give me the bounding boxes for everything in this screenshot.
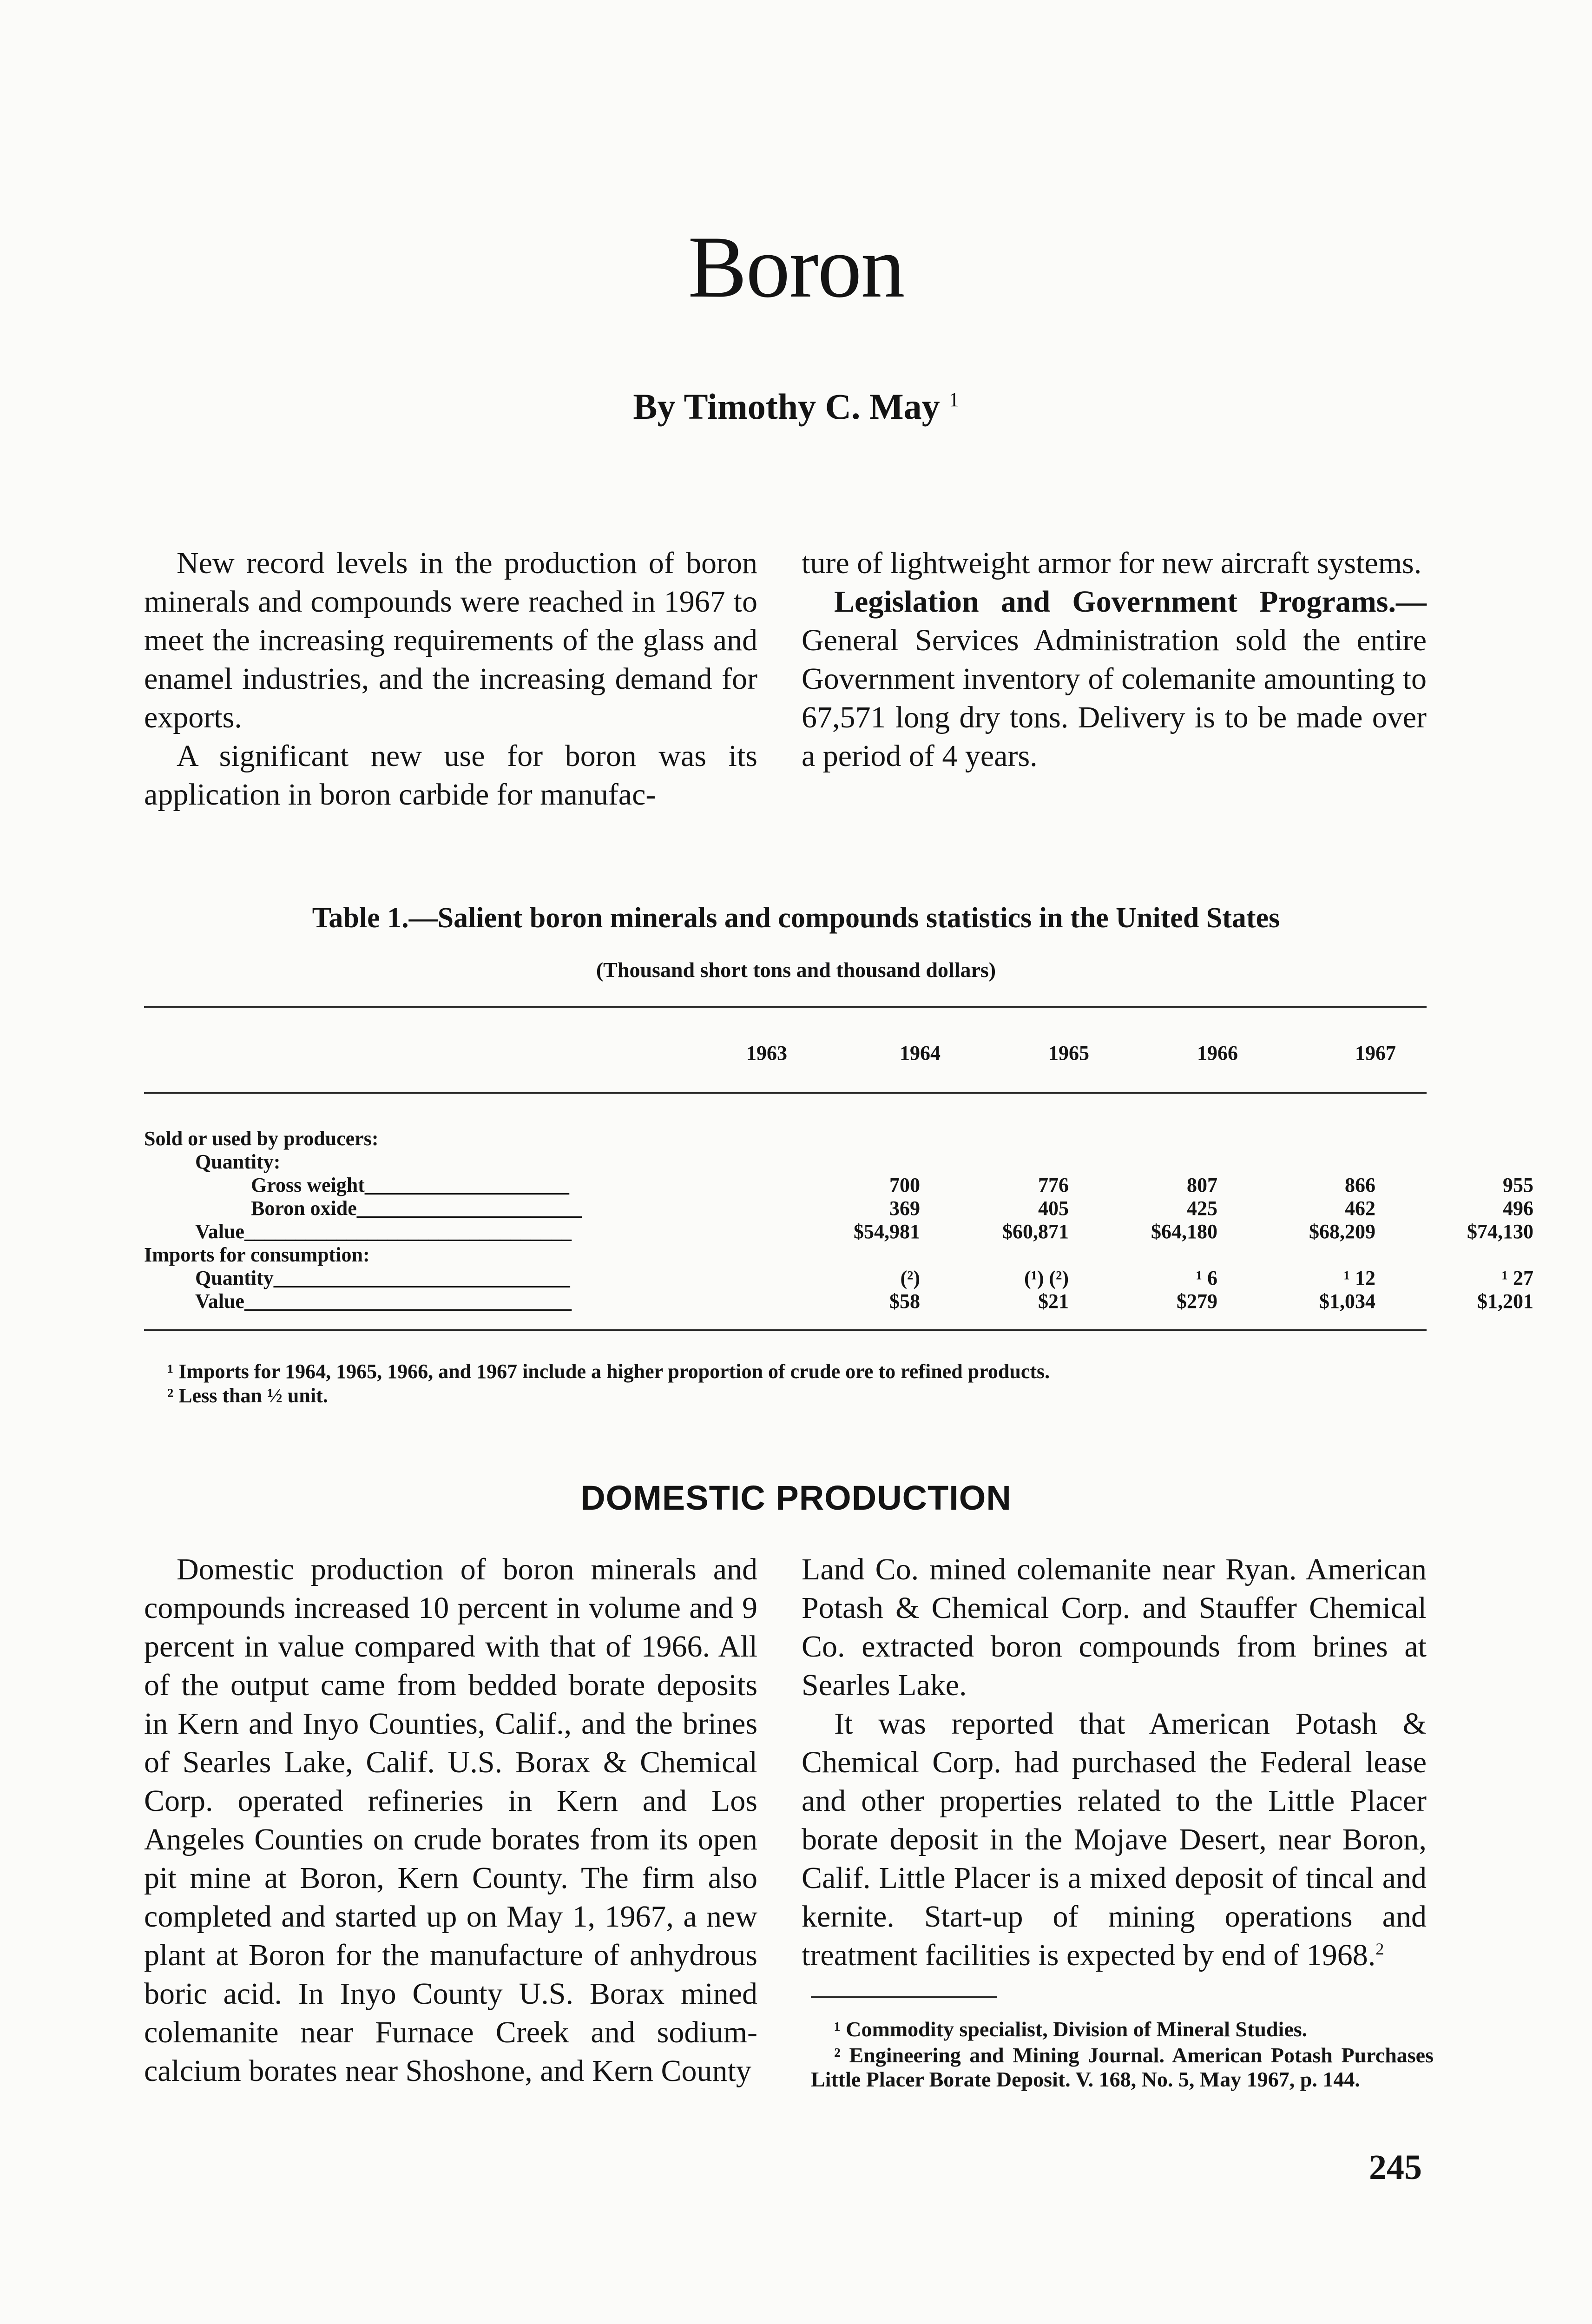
row-label-text: Gross weight [251, 1174, 365, 1196]
table-cell [920, 1127, 1069, 1150]
footnotes [811, 2017, 1434, 2093]
table-cell: 405 [1038, 1197, 1069, 1220]
intro-paragraph-continuation: ture of lightweight armor for new aircraft systems. [802, 546, 1422, 580]
row-label-text: Value [195, 1290, 244, 1313]
table-cell [1217, 1243, 1375, 1267]
table-cell: 807 [1187, 1174, 1217, 1196]
dot-leader: ________________________________ [244, 1290, 572, 1313]
table-cell: 369 [889, 1197, 920, 1220]
table-cell: $21 [1038, 1290, 1069, 1313]
table-cell: ¹ 12 [1343, 1267, 1375, 1289]
table-cell [762, 1127, 920, 1150]
row-label-text: Sold or used by producers: [144, 1127, 379, 1150]
table-cell [1069, 1150, 1217, 1174]
table-note: ² Less than ½ unit. [167, 1384, 328, 1407]
row-label [144, 1127, 762, 1150]
stats-table-wrapper [144, 1127, 1533, 1313]
row-label [144, 1243, 762, 1267]
table-notes [167, 1360, 1050, 1408]
table-note: ¹ Imports for 1964, 1965, 1966, and 1967 include a higher proportion of crude ore to refined products. [167, 1360, 1050, 1383]
dot-leader: ______________________ [356, 1197, 582, 1220]
production-paragraph-2 [802, 1704, 1427, 1974]
year-header: 1963 [746, 1042, 787, 1064]
table-cell [1069, 1127, 1217, 1150]
table-row [144, 1267, 1533, 1290]
table-subcaption: (Thousand short tons and thousand dollars) [596, 958, 996, 982]
year-header: 1964 [900, 1042, 941, 1064]
table-cell: $64,180 [1151, 1220, 1217, 1243]
byline-footnote-marker: 1 [949, 389, 959, 411]
stats-table [144, 1127, 1533, 1313]
table-cell [1217, 1127, 1375, 1150]
table-cell: 700 [889, 1174, 920, 1196]
row-label [144, 1267, 762, 1290]
byline [0, 386, 1592, 428]
table-cell: $1,034 [1319, 1290, 1375, 1313]
row-label-text: Quantity: [195, 1150, 281, 1173]
dot-leader: _____________________________ [273, 1267, 570, 1289]
intro-paragraph-2: A significant new use for boron was its application in boron carbide for manufac- [144, 739, 757, 812]
table-row [144, 1174, 1533, 1197]
table-cell: 776 [1038, 1174, 1069, 1196]
table-row [144, 1290, 1533, 1313]
footnote: ¹ Commodity specialist, Division of Mineral Studies. [834, 2017, 1308, 2041]
table-cell [762, 1150, 920, 1174]
footnote: ² Engineering and Mining Journal. American Potash Purchases Little Placer Borate Deposit. V. 168, No. 5, May 1967, p. 144. [811, 2043, 1434, 2091]
footnote-rule [811, 1996, 997, 1998]
row-label [144, 1197, 762, 1220]
table-cell: 425 [1187, 1197, 1217, 1220]
table-cell [1375, 1243, 1533, 1267]
table-caption: Table 1.—Salient boron minerals and compounds statistics in the United States [312, 902, 1280, 934]
production-column-left [144, 1550, 757, 2090]
table-cell: $58 [889, 1290, 920, 1313]
table-cell: $54,981 [854, 1220, 920, 1243]
intro-column-left [144, 544, 757, 814]
row-label-text: Imports for consumption: [144, 1243, 370, 1266]
page-number: 245 [1369, 2148, 1422, 2187]
table-cell: 866 [1345, 1174, 1375, 1196]
row-label-text: Quantity [195, 1267, 274, 1289]
footnote-marker: 2 [1375, 1940, 1384, 1958]
year-header: 1967 [1355, 1042, 1396, 1064]
table-cell [920, 1243, 1069, 1267]
table-row [144, 1243, 1533, 1267]
table-cell [762, 1243, 920, 1267]
production-paragraph-1: Domestic production of boron minerals and compounds increased 10 percent in volume and 9 percent in value compared with that of 1966. All of the output came from bedded borate deposits in Kern and Inyo Counties, Calif., and the brines of Searles Lake, Calif. U.S. Borax & Chemical Corp. operated refineries in Kern and Los Angeles Counties on crude borates from its open pit mine at Boron, Kern County. The firm also completed and started up on May 1, 1967, a new plant at Boron for the manufacture of anhydrous boric acid. In Inyo County U.S. Borax mined colemanite near Furnace Creek and sodium-calcium borates near Shoshone, and Kern County [144, 1552, 757, 2088]
production-column-right [802, 1550, 1427, 1974]
intro-column-right [802, 544, 1427, 775]
table-row [144, 1220, 1533, 1243]
table-row [144, 1197, 1533, 1220]
table-cell [1217, 1150, 1375, 1174]
table-cell: (²) [900, 1267, 920, 1289]
table-row [144, 1127, 1533, 1150]
table-cell [920, 1150, 1069, 1174]
production-paragraph-2-text: It was reported that American Potash & Chemical Corp. had purchased the Federal lease and other properties related to the Little Placer borate deposit in the Mojave Desert, near Boron, Calif. Little Placer is a mixed deposit of tincal and kernite. Start-up of mining operations and treatment facilities is expected by end of 1968. [802, 1707, 1427, 1972]
table-cell [1375, 1127, 1533, 1150]
table-cell: $279 [1177, 1290, 1217, 1313]
legislation-paragraph [802, 582, 1427, 775]
table-cell: 955 [1503, 1174, 1533, 1196]
row-label [144, 1220, 762, 1243]
row-label-text: Value [195, 1220, 244, 1243]
table-cell: 462 [1345, 1197, 1375, 1220]
production-paragraph-continuation: Land Co. mined colemanite near Ryan. American Potash & Chemical Corp. and Stauffer Chemical Co. extracted boron compounds from brines at Searles Lake. [802, 1552, 1427, 1702]
row-label [144, 1150, 762, 1174]
dot-leader: ________________________________ [244, 1220, 572, 1243]
table-cell: $60,871 [1002, 1220, 1069, 1243]
intro-paragraph-1: New record levels in the production of boron minerals and compounds were reached in 1967 to meet the increasing requirements of the glass and enamel industries, and the increasing demand for exports. [144, 546, 757, 734]
year-header: 1965 [1048, 1042, 1089, 1064]
table-cell: (¹) (²) [1024, 1267, 1069, 1289]
legislation-heading: Legislation and Government Programs.— [834, 585, 1427, 619]
author-name: By Timothy C. May [633, 386, 940, 427]
dot-leader: ____________________ [364, 1174, 569, 1196]
year-header: 1966 [1197, 1042, 1238, 1064]
table-cell [1375, 1150, 1533, 1174]
table-row [144, 1150, 1533, 1174]
legislation-text: General Services Administration sold the entire Government inventory of colemanite amounting to 67,571 long dry tons. Delivery is to be made over a period of 4 years. [802, 623, 1427, 773]
table-cell: 496 [1503, 1197, 1533, 1220]
row-label-text: Boron oxide [251, 1197, 357, 1220]
table-cell: ¹ 6 [1196, 1267, 1217, 1289]
table-cell: $1,201 [1477, 1290, 1533, 1313]
table-bottom-rule [144, 1329, 1427, 1331]
section-heading: DOMESTIC PRODUCTION [580, 1479, 1012, 1517]
table-top-rule [144, 1006, 1427, 1008]
table-cell: ¹ 27 [1501, 1267, 1533, 1289]
table-cell: $74,130 [1467, 1220, 1533, 1243]
row-label [144, 1174, 762, 1197]
table-cell: $68,209 [1309, 1220, 1375, 1243]
table-cell [1069, 1243, 1217, 1267]
row-label [144, 1290, 762, 1313]
page-title: Boron [688, 218, 904, 316]
table-header-rule [144, 1092, 1427, 1094]
